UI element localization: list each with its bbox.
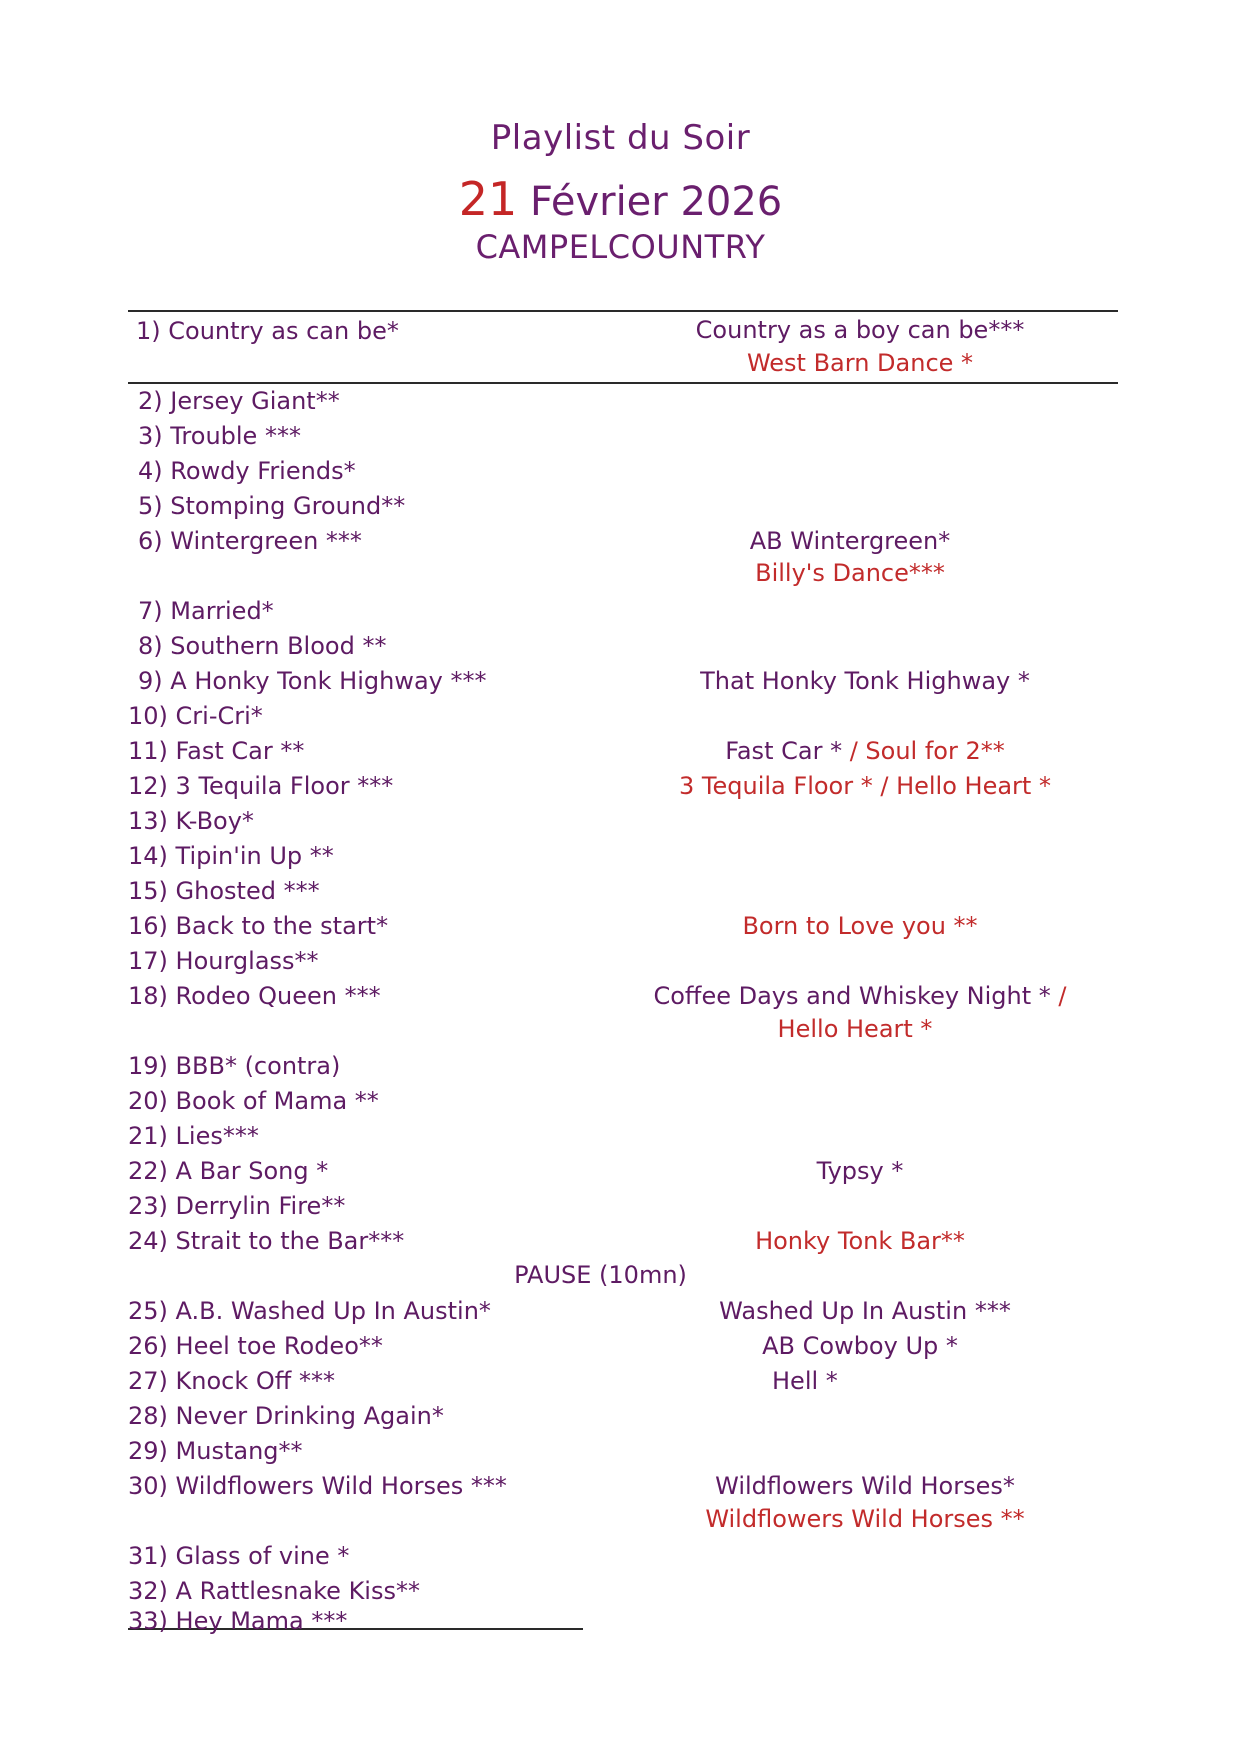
alt-26: AB Cowboy Up * xyxy=(762,1332,958,1360)
date-day: 21 xyxy=(458,172,518,226)
playlist-item-27: 27) Knock Off *** xyxy=(128,1367,335,1395)
playlist-item-17: 17) Hourglass** xyxy=(128,947,319,975)
page-title: Playlist du Soir xyxy=(490,118,751,158)
playlist-item-1: 1) Country as can be* xyxy=(136,317,399,345)
playlist-item-2: 2) Jersey Giant** xyxy=(138,387,340,415)
second-rule xyxy=(128,382,1118,384)
alt-27: Hell * xyxy=(772,1367,838,1395)
alt-25: Washed Up In Austin *** xyxy=(719,1297,1011,1325)
playlist-item-8: 8) Southern Blood ** xyxy=(138,632,387,660)
alt-11a: Fast Car * xyxy=(725,737,850,765)
playlist-item-20: 20) Book of Mama ** xyxy=(128,1087,379,1115)
playlist-item-32: 32) A Rattlesnake Kiss** xyxy=(128,1577,420,1605)
pause-label: PAUSE (10mn) xyxy=(514,1261,687,1289)
alt-18 xyxy=(580,981,1140,1011)
alt-11b: / Soul for 2** xyxy=(849,737,1005,765)
alt-11 xyxy=(585,736,1145,766)
playlist-item-6: 6) Wintergreen *** xyxy=(138,527,362,555)
alt-24: Honky Tonk Bar** xyxy=(755,1227,965,1255)
event-date xyxy=(0,172,1241,226)
playlist-item-15: 15) Ghosted *** xyxy=(128,877,320,905)
playlist-item-31: 31) Glass of vine * xyxy=(128,1542,350,1570)
alt-18a: Coffee Days and Whiskey Night * xyxy=(653,982,1059,1010)
playlist-item-23: 23) Derrylin Fire** xyxy=(128,1192,346,1220)
alt-22: Typsy * xyxy=(816,1157,904,1185)
alt-6a: AB Wintergreen* xyxy=(749,527,951,555)
alt-1a: Country as a boy can be*** xyxy=(695,316,1025,344)
playlist-item-26: 26) Heel toe Rodeo** xyxy=(128,1332,383,1360)
playlist-item-21: 21) Lies*** xyxy=(128,1122,259,1150)
alt-1b: West Barn Dance * xyxy=(746,349,974,377)
playlist-item-16: 16) Back to the start* xyxy=(128,912,389,940)
playlist-item-7: 7) Married* xyxy=(138,597,274,625)
alt-18b: / xyxy=(1058,982,1067,1010)
top-rule xyxy=(128,310,1118,312)
playlist-item-25: 25) A.B. Washed Up In Austin* xyxy=(128,1297,491,1325)
playlist-item-12: 12) 3 Tequila Floor *** xyxy=(128,772,394,800)
playlist-item-28: 28) Never Drinking Again* xyxy=(128,1402,444,1430)
playlist-item-14: 14) Tipin'in Up ** xyxy=(128,842,334,870)
alt-12: 3 Tequila Floor * / Hello Heart * xyxy=(679,772,1051,800)
playlist-item-5: 5) Stomping Ground** xyxy=(138,492,406,520)
alt-30a: Wildflowers Wild Horses* xyxy=(715,1472,1015,1500)
alt-18c: Hello Heart * xyxy=(777,1015,933,1043)
playlist-item-4: 4) Rowdy Friends* xyxy=(138,457,356,485)
playlist-item-11: 11) Fast Car ** xyxy=(128,737,305,765)
playlist-item-29: 29) Mustang** xyxy=(128,1437,303,1465)
playlist-item-13: 13) K-Boy* xyxy=(128,807,254,835)
alt-30b: Wildflowers Wild Horses ** xyxy=(705,1505,1025,1533)
playlist-item-22: 22) A Bar Song * xyxy=(128,1157,329,1185)
club-name: CAMPELCOUNTRY xyxy=(475,228,766,266)
alt-6b: Billy's Dance*** xyxy=(755,559,945,587)
playlist-item-10: 10) Cri-Cri* xyxy=(128,702,263,730)
alt-9: That Honky Tonk Highway * xyxy=(700,667,1030,695)
playlist-item-3: 3) Trouble *** xyxy=(138,422,301,450)
alt-16: Born to Love you ** xyxy=(742,912,978,940)
playlist-item-9: 9) A Honky Tonk Highway *** xyxy=(138,667,487,695)
playlist-item-19: 19) BBB* (contra) xyxy=(128,1052,341,1080)
playlist-item-30: 30) Wildflowers Wild Horses *** xyxy=(128,1472,507,1500)
playlist-item-18: 18) Rodeo Queen *** xyxy=(128,982,381,1010)
playlist-item-33: 33) Hey Mama *** xyxy=(128,1607,348,1635)
playlist-item-24: 24) Strait to the Bar*** xyxy=(128,1227,405,1255)
date-month-year: Février 2026 xyxy=(530,179,783,225)
